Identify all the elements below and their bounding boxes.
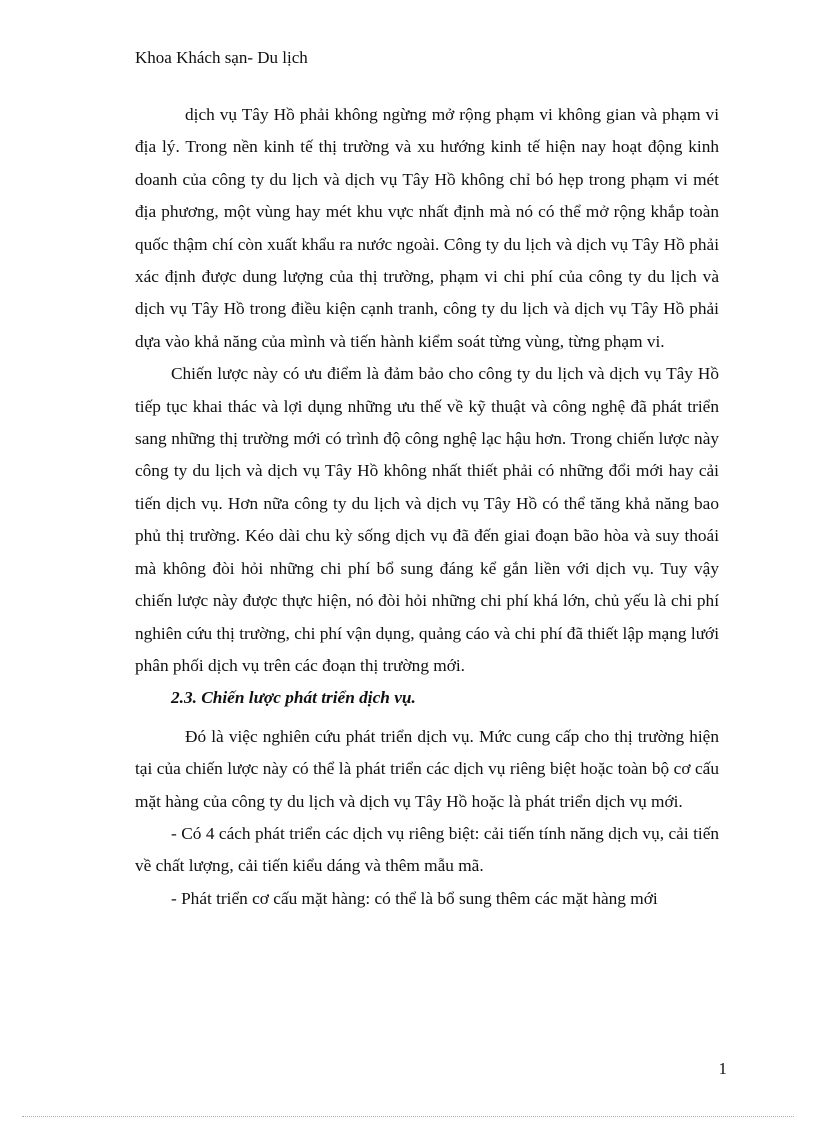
page-header: Khoa Khách sạn- Du lịch [135, 48, 308, 67]
section-heading: 2.3. Chiến lược phát triển dịch vụ. [171, 688, 416, 708]
paragraph-4: - Có 4 cách phát triển các dịch vụ riêng biệt: cải tiến tính năng dịch vụ, cải tiến về chất lượng, cải tiến kiểu dáng và thêm mẫu mã. [135, 823, 719, 876]
footer-divider [22, 1116, 794, 1117]
paragraph-5: - Phát triển cơ cấu mặt hàng: có thể là bổ sung thêm các mặt hàng mới [171, 888, 658, 908]
paragraph-3: Đó là việc nghiên cứu phát triển dịch vụ. Mức cung cấp cho thị trường hiện tại của chiến lược này có thể là phát triển các dịch vụ riêng biệt hoặc toàn bộ cơ cấu mặt hàng của công ty du lịch và dịch vụ Tây Hồ hoặc là phát triển dịch vụ mới. [135, 726, 719, 811]
document-body [135, 99, 719, 915]
page-number: 1 [718, 1059, 727, 1078]
paragraph-1: dịch vụ Tây Hồ phải không ngừng mở rộng phạm vi không gian và phạm vi địa lý. Trong nền kinh tế thị trường và xu hướng kinh tế hiện nay hoạt động kinh doanh của công ty du lịch và dịch vụ Tây Hồ không chỉ bó hẹp trong phạm vi mét địa phương, một vùng hay mét khu vực nhất định mà nó có thể mở rộng khắp toàn quốc thậm chí còn xuất khẩu ra nước ngoài. Công ty du lịch và dịch vụ Tây Hồ phải xác định được dung lượng của thị trường, phạm vi chi phí của công ty du lịch và dịch vụ Tây Hồ trong điều kiện cạnh tranh, công ty du lịch và dịch vụ Tây Hồ phải dựa vào khả năng của mình và tiến hành kiểm soát từng vùng, từng phạm vi. [135, 105, 719, 351]
paragraph-2: Chiến lược này có ưu điểm là đảm bảo cho công ty du lịch và dịch vụ Tây Hồ tiếp tục khai thác và lợi dụng những ưu thế về kỹ thuật và công nghệ đã phát triển sang những thị trường mới có trình độ công nghệ lạc hậu hơn. Trong chiến lược này công ty du lịch và dịch vụ Tây Hồ không nhất thiết phải có những đổi mới hay cải tiến dịch vụ. Hơn nữa công ty du lịch và dịch vụ Tây Hồ có thể tăng khả năng bao phủ thị trường. Kéo dài chu kỳ sống dịch vụ đã đến giai đoạn bão hòa và suy thoái mà không đòi hỏi những chi phí bổ sung đáng kể gắn liền với dịch vụ. Tuy vậy chiến lược này được thực hiện, nó đòi hỏi những chi phí khá lớn, chủ yếu là chi phí nghiên cứu thị trường, chi phí vận dụng, quảng cáo và chi phí đã thiết lập mạng lưới phân phối dịch vụ trên các đoạn thị trường mới. [135, 364, 719, 675]
